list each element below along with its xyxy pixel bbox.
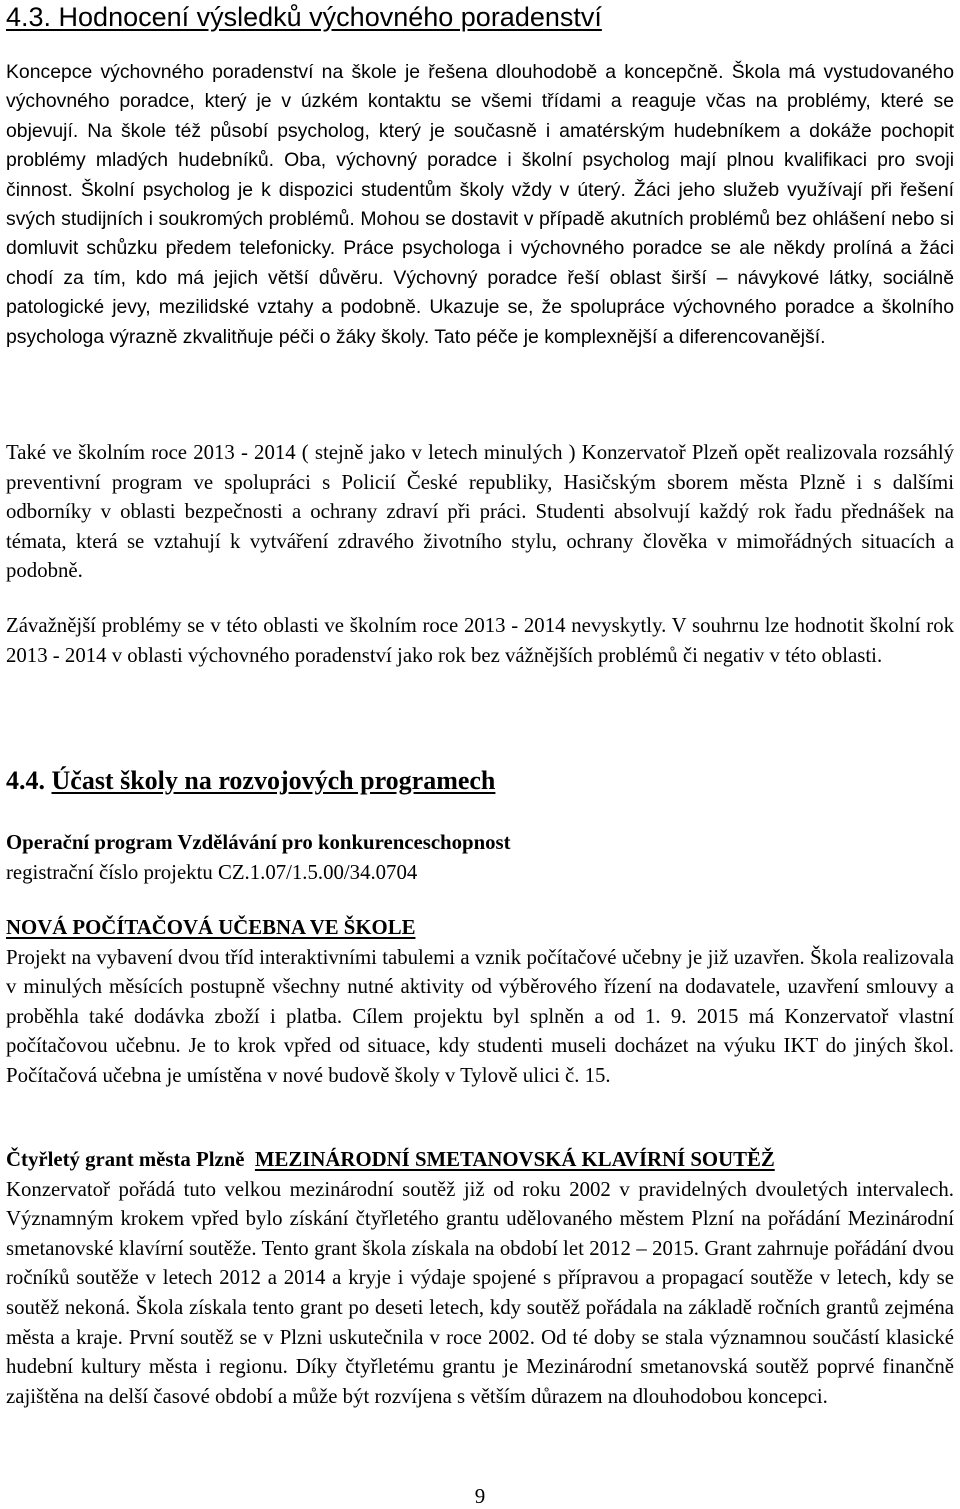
section-heading-4-4 xyxy=(6,764,495,798)
grant-label: Čtyřletý grant města Plzně xyxy=(6,1148,245,1171)
project-description: Projekt na vybavení dvou tříd interaktivními tabulemi a vznik počítačové učebny je již uzavřen. Škola realizovala v minulých měsících postupně všechny nutné aktivity od výběrového řízení na dodavatele, uzavření smlouvy a proběhla také dodávka zboží i platba. Cílem projektu byl splněn a od 1. 9. 2015 má Konzervatoř vlastní počítačovou učebnu. Je to krok vpřed od situace, kdy studenti museli docházet na výuku IKT do jiných škol. Počítačová učebna je umístěna v nové budově školy v Tylově ulici č. 15. xyxy=(6,945,954,1087)
program-name: Operační program Vzdělávání pro konkurenceschopnost xyxy=(6,831,511,854)
registration-number: registrační číslo projektu CZ.1.07/1.5.00/34.0704 xyxy=(6,860,418,884)
section-heading-4-3: 4.3. Hodnocení výsledků výchovného poradenství xyxy=(6,2,602,32)
paragraph-evaluation-summary: Závažnější problémy se v této oblasti ve školním roce 2013 - 2014 nevyskytly. V souhrnu lze hodnotit školní rok 2013 - 2014 v oblasti výchovného poradenství jako rok bez vážnějších problémů či negativ v této oblasti. xyxy=(6,614,954,667)
project-title: NOVÁ POČÍTAČOVÁ UČEBNA VE ŠKOLE xyxy=(6,916,416,939)
page-number: 9 xyxy=(474,1484,486,1508)
project-piano-competition xyxy=(6,1145,954,1411)
paragraph-counseling-concept: Koncepce výchovného poradenství na škole je řešena dlouhodobě a koncepčně. Škola má vystudovaného výchovného poradce, který je v úzkém kontaktu se všemi třídami a reaguje včas na problémy, které se objevují. Na škole též působí psycholog, který je současně i amatérským hudebníkem a dokáže pochopit problémy mladých hudebníků. Oba, výchovný poradce i školní psycholog mají plnou kvalifikaci pro svoji činnost. Školní psycholog je k dispozici studentům školy vždy v úterý. Žáci jeho služeb využívají při řešení svých studijních i soukromých problémů. Mohou se dostavit v případě akutních problémů bez ohlášení nebo si domluvit schůzku předem telefonicky. Práce psychologa i výchovného poradce se ale někdy prolíná a žáci chodí za tím, kdo má jejich větší důvěru. Výchovný poradce řeší oblast širší – návykové látky, sociálně patologické jevy, mezilidské vztahy a podobně. Ukazuje se, že spolupráce výchovného poradce a školního psychologa výrazně zkvalitňuje péči o žáky školy. Tato péče je komplexnější a diferencovanější. xyxy=(6,61,954,348)
paragraph-prevention-program: Také ve školním roce 2013 - 2014 ( stejně jako v letech minulých ) Konzervatoř Plzeň opět realizovala rozsáhlý preventivní program ve spolupráci s Policií České republiky, Hasičským sborem města Plzně i s dalšími odborníky v oblasti bezpečnosti a ochrany zdraví při práci. Studenti absolvují každý rok řadu přednášek na témata, která se vztahují k vytváření zdravého životního stylu, ochrany člověka v mimořádných situacích a podobně. xyxy=(6,441,954,583)
competition-name: MEZINÁRODNÍ SMETANOVSKÁ KLAVÍRNÍ SOUTĚŽ xyxy=(254,1148,775,1171)
project-description: Konzervatoř pořádá tuto velkou mezinárodní soutěž již od roku 2002 v pravidelných dvouletých intervalech. Významným krokem vpřed bylo získání čtyřletého grantu udělovaného městem Plzní na pořádání Mezinárodní smetanovské klavírní soutěže. Tento grant škola získala na období let 2012 – 2015. Grant zahrnuje pořádání dvou ročníků soutěže v letech 2012 a 2014 a kryje i výdaje spojené s přípravou a propagací soutěže v letech, kdy se soutěž nekoná. Škola získala tento grant po deseti letech, kdy soutěž pořádala na základě ročních grantů zejména města a kraje. První soutěž se v Plzni uskutečnila v roce 2002. Od té doby se stala významnou součástí klasické hudební kultury města i regionu. Díky čtyřletému grantu je Mezinárodní smetanovská soutěž poprvé finančně zajištěna na delší časové období a může být rozvíjena s větším důrazem na dlouhodobou koncepci. xyxy=(6,1177,954,1408)
section-number: 4.4. xyxy=(6,766,45,795)
project-title xyxy=(6,1145,954,1175)
section-title: Účast školy na rozvojových programech xyxy=(51,766,496,795)
project-computer-classroom xyxy=(6,913,954,1091)
program-info xyxy=(6,828,954,887)
